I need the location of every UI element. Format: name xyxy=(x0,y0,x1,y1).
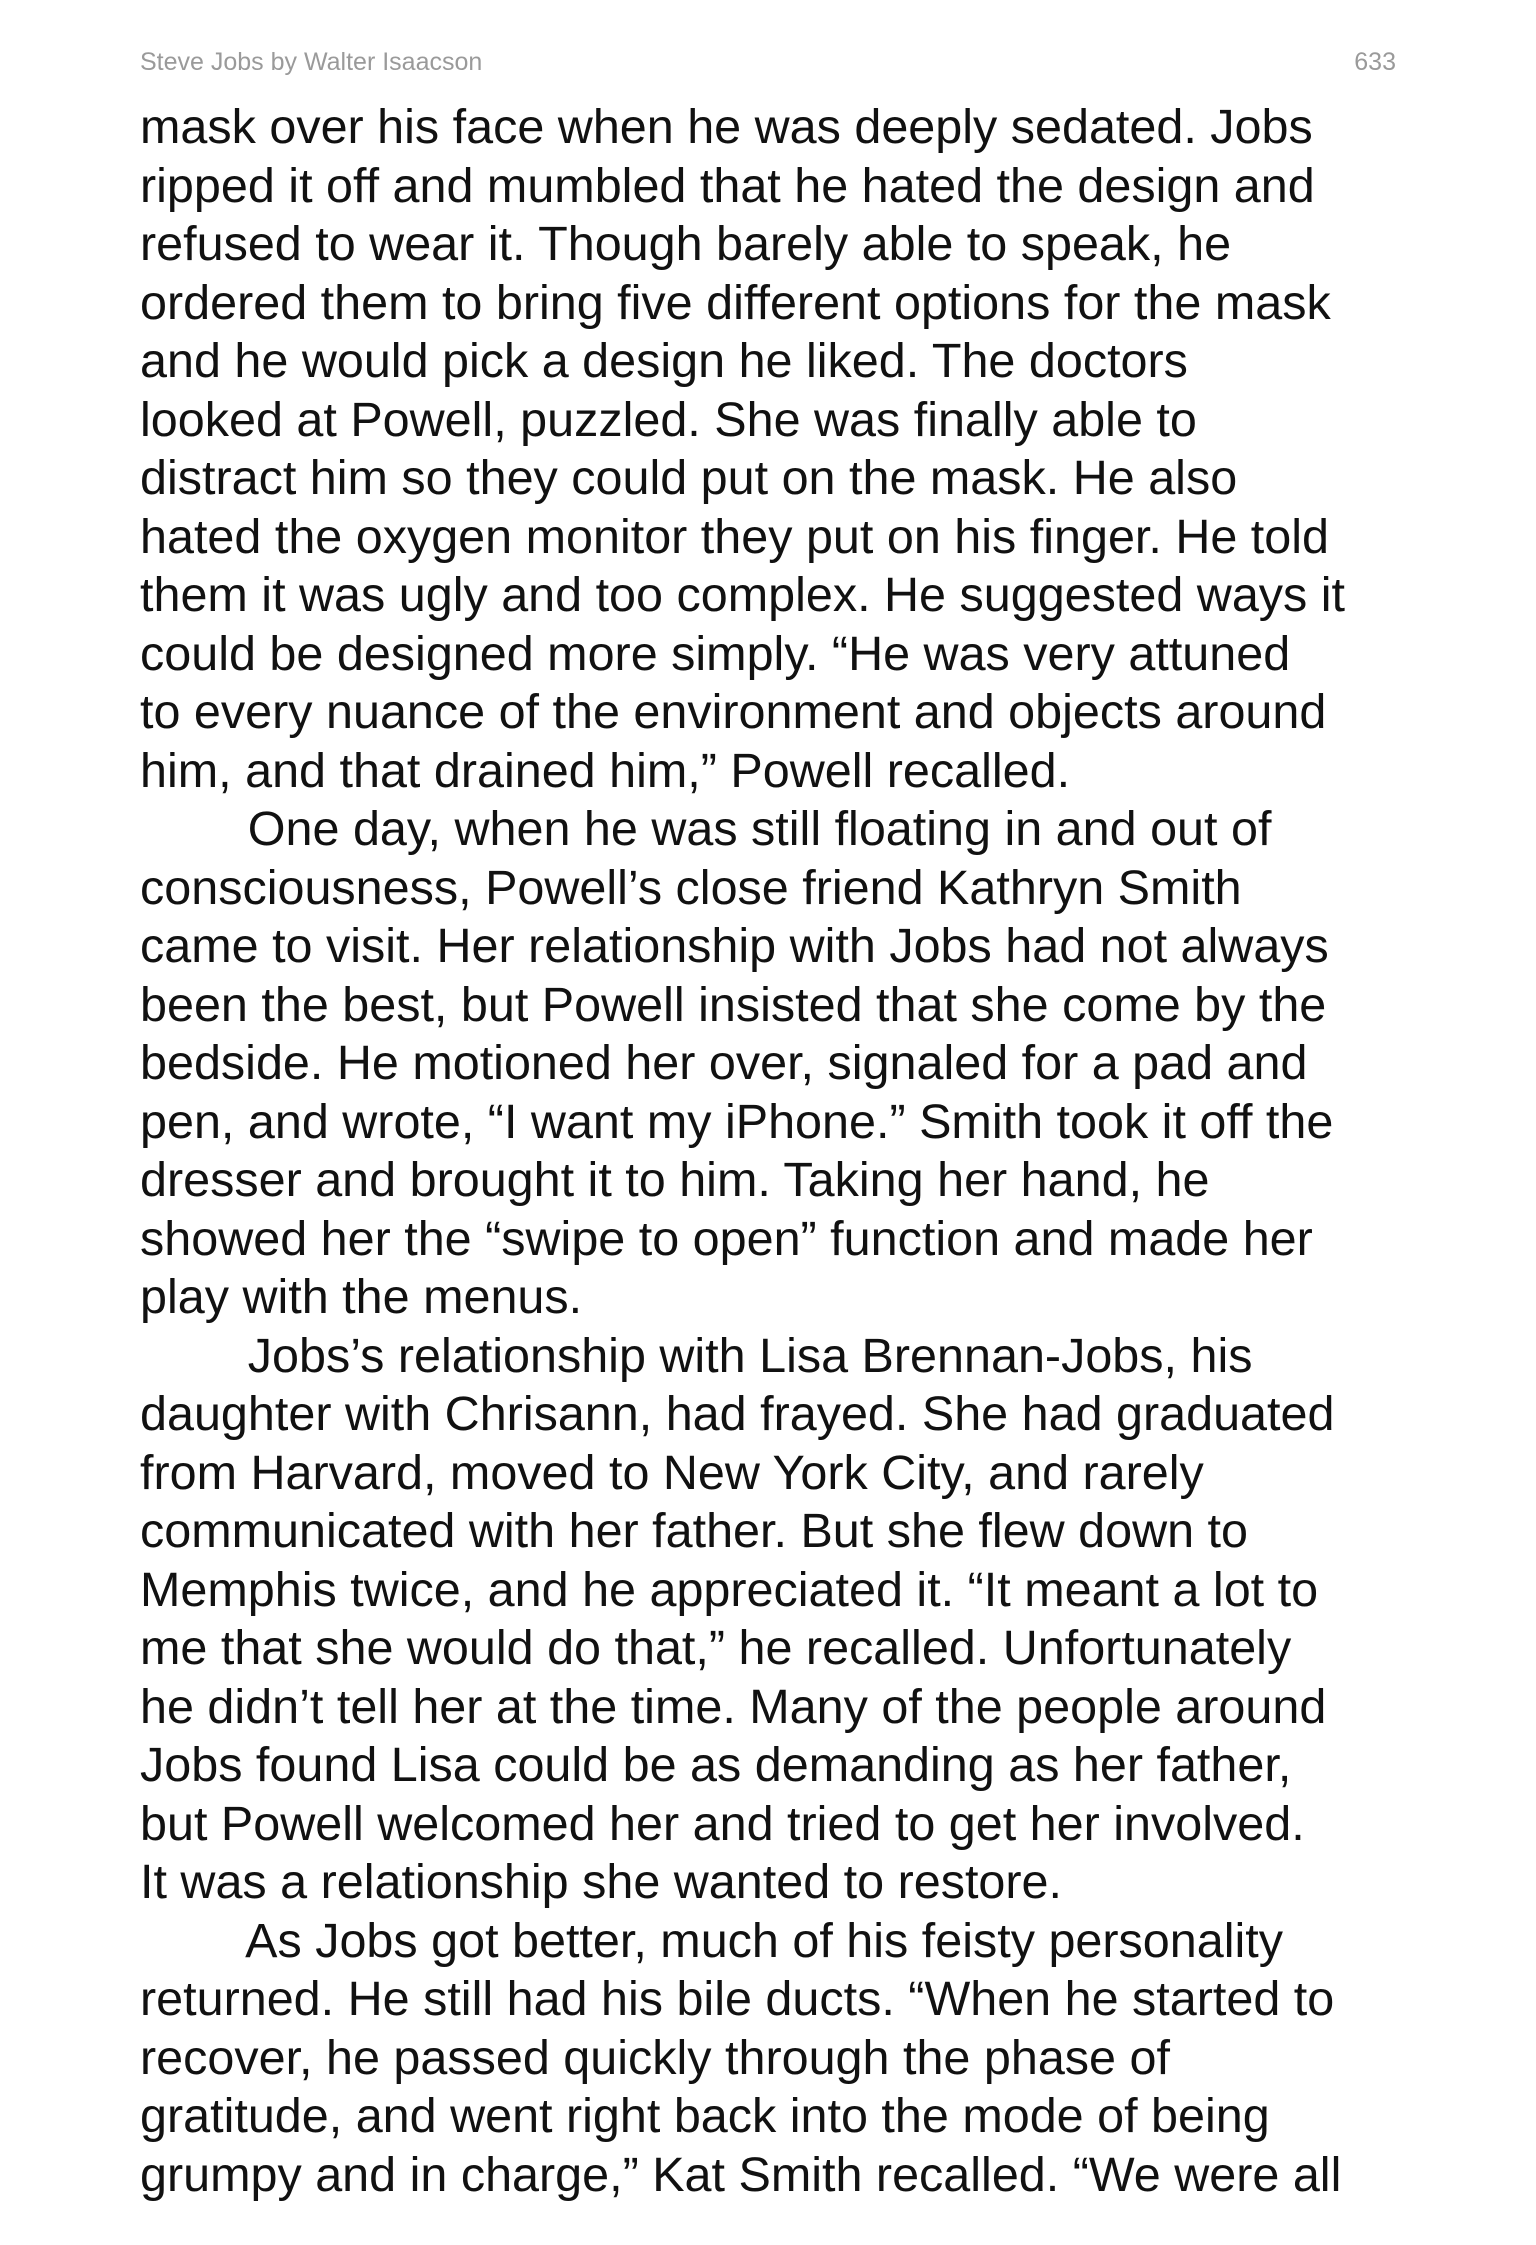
text-line: me that she would do that,” he recalled. Unfortunately xyxy=(140,1621,1292,1675)
text-line: could be designed more simply. “He was very attuned xyxy=(140,626,1291,681)
text-line: Memphis twice, and he appreciated it. “It meant a lot to xyxy=(140,1562,1319,1617)
text-line: gratitude, and went right back into the mode of being xyxy=(140,2089,1270,2143)
text-line: consciousness, Powell’s close friend Kathryn Smith xyxy=(140,860,1242,915)
text-line: them it was ugly and too complex. He suggested ways it xyxy=(140,568,1346,622)
body-text xyxy=(140,98,1402,2204)
text-line: but Powell welcomed her and tried to get her involved. xyxy=(140,1796,1305,1851)
paragraph-start-line: Jobs’s relationship with Lisa Brennan-Jobs, his xyxy=(140,1328,1253,1383)
text-line: from Harvard, moved to New York City, and rarely xyxy=(140,1445,1204,1500)
text-line: he didn’t tell her at the time. Many of the people around xyxy=(140,1679,1327,1734)
text-line: ordered them to bring five different options for the mask xyxy=(140,275,1331,330)
text-line: recover, he passed quickly through the phase of xyxy=(140,2030,1170,2085)
text-line: hated the oxygen monitor they put on his finger. He told xyxy=(140,509,1330,564)
text-line: ripped it off and mumbled that he hated the design and xyxy=(140,158,1315,213)
text-line: daughter with Chrisann, had frayed. She had graduated xyxy=(140,1387,1335,1441)
text-line: communicated with her father. But she flew down to xyxy=(140,1504,1248,1558)
book-title: Steve Jobs by Walter Isaacson xyxy=(140,48,483,76)
text-line: been the best, but Powell insisted that she come by the xyxy=(140,977,1327,1032)
page-number: 633 xyxy=(1354,48,1396,76)
text-line: and he would pick a design he liked. The doctors xyxy=(140,334,1188,388)
text-line: distract him so they could put on the mask. He also xyxy=(140,451,1238,505)
text-line: returned. He still had his bile ducts. “When he started to xyxy=(140,1972,1335,2026)
text-line: refused to wear it. Though barely able to speak, he xyxy=(140,217,1232,271)
text-line: came to visit. Her relationship with Jobs had not always xyxy=(140,919,1329,973)
text-line: play with the menus. xyxy=(140,1270,583,1324)
text-line: him, and that drained him,” Powell recalled. xyxy=(140,743,1071,798)
text-line: pen, and wrote, “I want my iPhone.” Smith took it off the xyxy=(140,1094,1334,1149)
text-line: showed her the “swipe to open” function and made her xyxy=(140,1211,1313,1266)
running-header xyxy=(140,48,1396,82)
text-line: to every nuance of the environment and objects around xyxy=(140,685,1327,739)
paragraph-start-line: As Jobs got better, much of his feisty personality xyxy=(140,1913,1283,1968)
text-line: grumpy and in charge,” Kat Smith recalled. “We were all xyxy=(140,2147,1342,2202)
paragraph-start-line: One day, when he was still floating in and out of xyxy=(140,802,1272,856)
text-line: It was a relationship she wanted to restore. xyxy=(140,1855,1062,1909)
text-line: mask over his face when he was deeply sedated. Jobs xyxy=(140,100,1313,154)
text-line: looked at Powell, puzzled. She was finally able to xyxy=(140,392,1197,447)
text-line: bedside. He motioned her over, signaled for a pad and xyxy=(140,1036,1308,1090)
text-line: dresser and brought it to him. Taking her hand, he xyxy=(140,1153,1210,1207)
text-line: Jobs found Lisa could be as demanding as her father, xyxy=(140,1738,1292,1792)
